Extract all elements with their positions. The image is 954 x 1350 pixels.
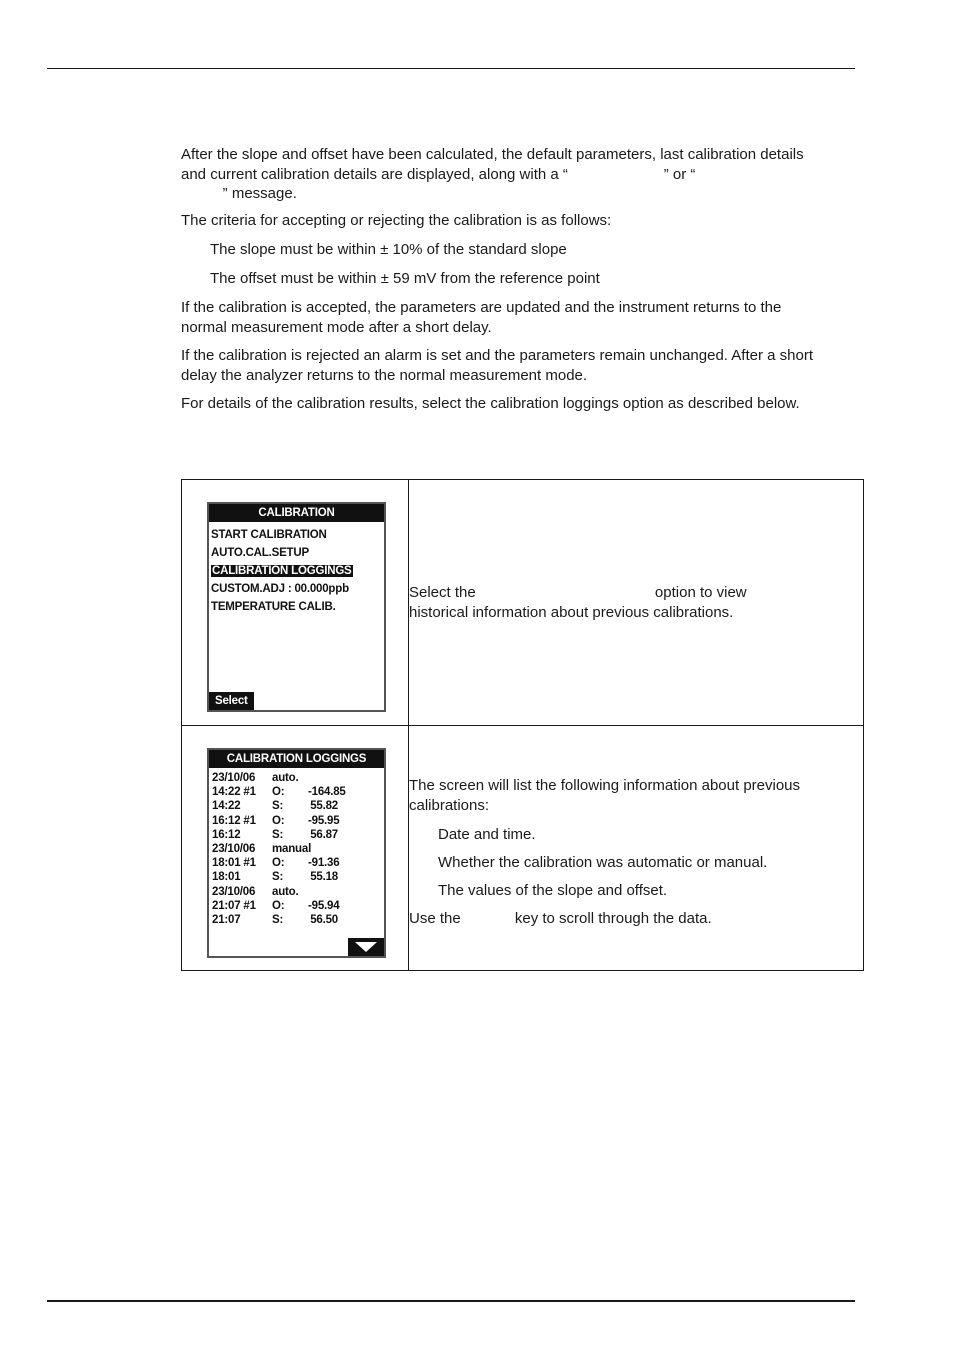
logging-timestamp: 14:22 #1 <box>212 786 256 799</box>
logging-row <box>212 814 384 828</box>
scroll-down-button[interactable] <box>348 938 384 956</box>
calibration-loggings-screen <box>207 748 386 958</box>
logging-timestamp: 18:01 #1 <box>212 857 256 870</box>
menu-item-temperature-calib[interactable] <box>211 598 384 616</box>
logging-row <box>212 842 384 856</box>
logging-value: 55.82 <box>310 800 338 813</box>
intro-paragraph <box>181 145 861 204</box>
menu-item-label: AUTO.CAL.SETUP <box>211 547 309 559</box>
logging-type: S: <box>272 913 284 926</box>
logging-row <box>212 856 384 870</box>
screen-title: CALIBRATION LOGGINGS <box>209 750 384 768</box>
logging-value: -164.85 <box>308 786 346 799</box>
accepted-line-2: normal measurement mode after a short delay. <box>181 318 492 336</box>
intro-line-1: After the slope and offset have been calculated, the default parameters, last calibration details <box>181 146 804 163</box>
menu-item-label: START CALIBRATION <box>211 529 327 541</box>
intro-line-2: and current calibration details are displayed, along with a “ ” or “ <box>181 165 696 183</box>
logging-timestamp: 18:01 <box>212 871 241 884</box>
menu-item-label: CUSTOM.ADJ : 00.000ppb <box>211 583 349 595</box>
logging-timestamp: 14:22 <box>212 800 241 813</box>
down-arrow-icon <box>354 941 378 953</box>
details-note: For details of the calibration results, select the calibration loggings option as described below. <box>181 395 800 412</box>
criteria-intro: The criteria for accepting or rejecting the calibration is as follows: <box>181 212 612 229</box>
menu-item-custom-adj[interactable] <box>211 580 384 598</box>
logging-type: O: <box>272 857 285 870</box>
logging-type: O: <box>272 786 285 799</box>
step-row-1 <box>182 480 864 726</box>
rejected-paragraph <box>181 346 861 385</box>
logging-row <box>212 771 384 785</box>
logging-type: S: <box>272 800 284 813</box>
criteria-offset: The offset must be within ± 59 mV from the reference point <box>210 270 600 287</box>
criteria-slope: The slope must be within ± 10% of the standard slope <box>210 241 567 258</box>
menu-item-calibration-loggings[interactable] <box>211 562 384 580</box>
logging-timestamp: 16:12 <box>212 828 241 841</box>
logging-timestamp: 23/10/06 <box>212 885 256 898</box>
logging-value: 56.87 <box>310 828 338 841</box>
logging-row <box>212 885 384 899</box>
logging-value: -95.95 <box>308 814 340 827</box>
logging-timestamp: 23/10/06 <box>212 772 256 784</box>
logging-type: O: <box>272 814 285 827</box>
logging-value: -91.36 <box>308 857 340 870</box>
logging-type: manual <box>272 842 312 855</box>
step2-text-cell <box>409 726 864 971</box>
menu-item-auto-cal-setup[interactable] <box>211 544 384 562</box>
calibration-menu-screen <box>207 502 386 712</box>
step2-intro-line-1: The screen will list the following information about previous <box>409 776 801 794</box>
logging-row <box>212 828 384 842</box>
logging-value: 55.18 <box>310 871 338 884</box>
intro-line-3: ” message. <box>181 185 297 202</box>
logging-type: auto. <box>272 885 299 898</box>
logging-row <box>212 799 384 813</box>
logging-type: auto. <box>272 772 299 784</box>
step2-image-cell <box>182 726 409 971</box>
logging-value: 56.50 <box>310 913 338 926</box>
step2-intro-line-2: calibrations: <box>409 796 490 814</box>
header-rule <box>47 68 855 69</box>
step-row-2 <box>182 726 864 971</box>
logging-row <box>212 899 384 913</box>
step1-line-2: historical information about previous calibrations. <box>409 603 734 621</box>
logging-timestamp: 21:07 <box>212 913 241 926</box>
step2-intro <box>409 776 863 816</box>
select-softkey[interactable]: Select <box>209 692 254 710</box>
menu-item-label: TEMPERATURE CALIB. <box>211 601 336 613</box>
logging-row <box>212 785 384 799</box>
logging-row <box>212 870 384 884</box>
procedure-table <box>181 479 864 971</box>
bullet-date-time: Date and time. <box>438 825 536 843</box>
scroll-note: Use the key to scroll through the data. <box>409 909 712 927</box>
step1-text-cell <box>409 480 864 726</box>
logging-timestamp: 16:12 #1 <box>212 814 256 827</box>
menu-item-label: CALIBRATION LOGGINGS <box>212 565 352 577</box>
logging-type: S: <box>272 871 284 884</box>
loggings-list <box>209 768 384 927</box>
logging-timestamp: 23/10/06 <box>212 842 256 855</box>
accepted-line-1: If the calibration is accepted, the parameters are updated and the instrument returns to the <box>181 299 782 316</box>
accepted-paragraph <box>181 298 861 337</box>
logging-type: S: <box>272 828 284 841</box>
bullet-auto-manual: Whether the calibration was automatic or manual. <box>438 853 768 871</box>
logging-timestamp: 21:07 #1 <box>212 899 256 912</box>
rejected-line-1: If the calibration is rejected an alarm is set and the parameters remain unchanged. After a short <box>181 347 814 364</box>
logging-row <box>212 913 384 927</box>
logging-value: -95.94 <box>308 899 340 912</box>
step1-line-1: Select the option to view <box>409 583 747 601</box>
footer-rule <box>47 1300 855 1302</box>
menu-item-start-calibration[interactable] <box>211 526 384 544</box>
bullet-slope-offset: The values of the slope and offset. <box>438 881 668 899</box>
logging-type: O: <box>272 899 285 912</box>
step1-image-cell <box>182 480 409 726</box>
calibration-menu-list <box>209 522 384 616</box>
screen-title: CALIBRATION <box>209 504 384 522</box>
rejected-line-2: delay the analyzer returns to the normal measurement mode. <box>181 366 588 384</box>
